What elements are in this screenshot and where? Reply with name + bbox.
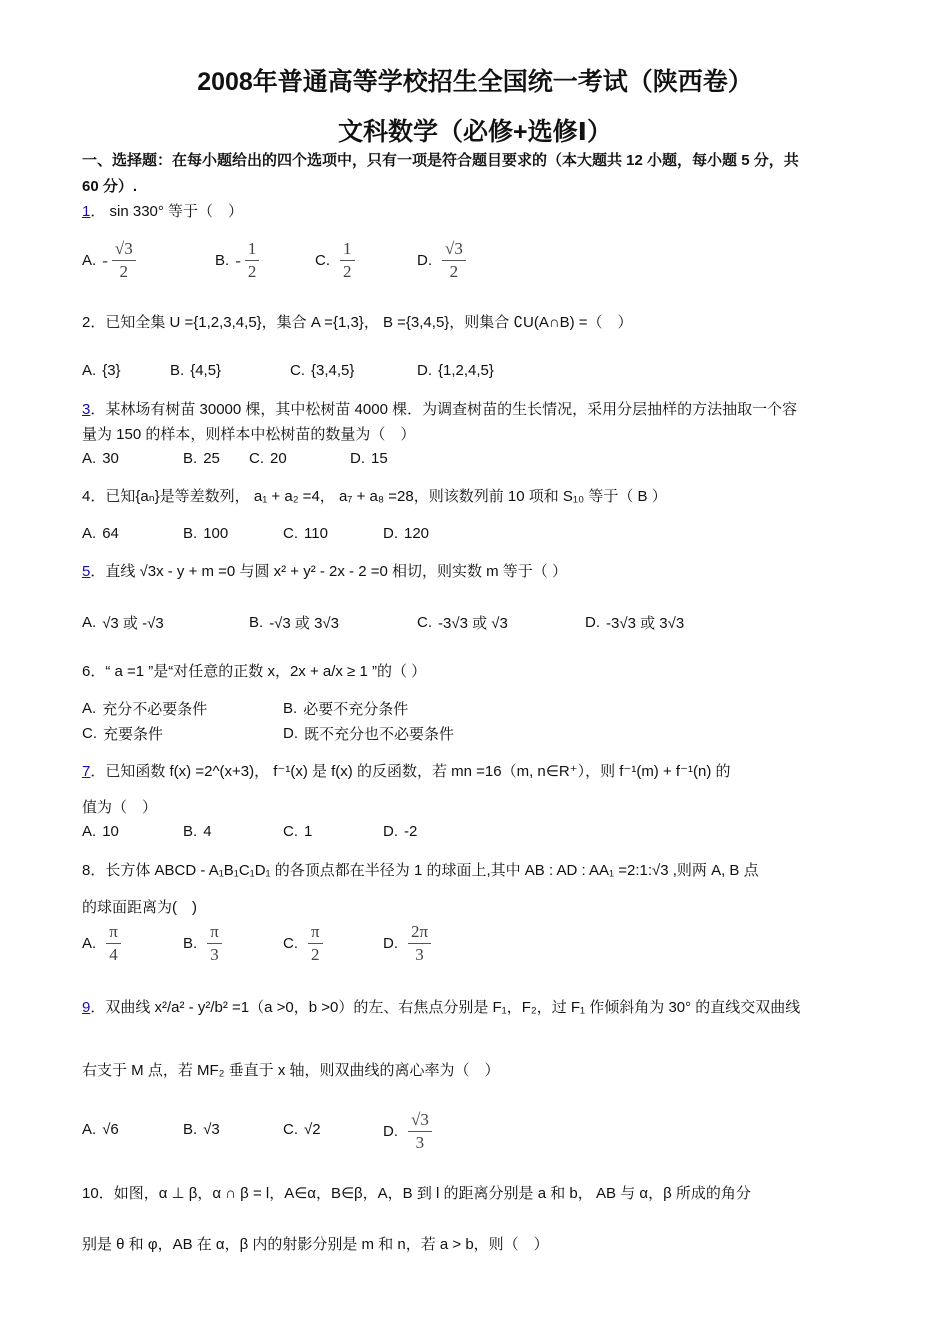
question-text: ．长方体 ABCD - A₁B₁C₁D₁ 的各顶点都在半径为 1 的球面上,其中 AB : AD : AA₁ =2:1:√3 ,则两 A, B 点 [90, 862, 759, 879]
option-label: A. [82, 252, 97, 269]
option-b[interactable] [183, 450, 220, 467]
option-label: D. [350, 450, 365, 467]
question-text: ．已知函数 f(x) =2^(x+3)， f⁻¹(x) 是 f(x) 的反函数，若 mn =16（m, n∈R⁺），则 f⁻¹(m) + f⁻¹(n) 的 [90, 763, 731, 780]
question-text: ． sin 330° 等于（ ） [90, 203, 244, 220]
question-3-line [82, 399, 797, 421]
option-d[interactable] [383, 823, 417, 840]
option-a[interactable] [82, 612, 164, 633]
option-label: B. [215, 252, 230, 269]
option-c[interactable] [82, 723, 163, 744]
fraction-denominator: 3 [415, 945, 424, 964]
option-a[interactable] [82, 238, 136, 283]
option-text: 10 [102, 823, 119, 840]
option-label: D. [383, 823, 398, 840]
option-c[interactable] [249, 450, 287, 467]
question-7-line [82, 761, 730, 783]
question-7-line [82, 797, 157, 819]
option-fraction [408, 1109, 432, 1154]
question-text: ．如图，α ⊥ β，α ∩ β = l，A∈α，B∈β，A，B 到 l 的距离分别是 a 和 b， AB 与 α，β 所成的角分 [98, 1185, 751, 1202]
option-fraction [442, 238, 466, 283]
option-label: C. [283, 935, 298, 952]
option-b[interactable] [183, 525, 228, 542]
option-label: A. [82, 525, 97, 542]
option-fraction [340, 238, 355, 283]
question-number[interactable]: 3 [82, 401, 91, 418]
option-fraction [106, 921, 121, 966]
option-text: -3√3 或 √3 [438, 615, 508, 632]
question-text: 别是 θ 和 φ，AB 在 α，β 内的射影分别是 m 和 n，若 a > b，则（ ） [82, 1236, 549, 1253]
option-b[interactable] [183, 921, 222, 966]
question-text: ．“ a =1 ”是“对任意的正数 x，2x + a/x ≥ 1 ”的（ ） [90, 663, 427, 680]
option-c[interactable] [315, 238, 355, 283]
question-number: 2 [82, 314, 91, 331]
question-number[interactable]: 1 [82, 203, 91, 220]
option-fraction [112, 238, 136, 283]
fraction-numerator: 1 [245, 238, 260, 261]
option-a[interactable] [82, 362, 121, 379]
option-d[interactable] [383, 525, 429, 542]
option-d[interactable] [417, 238, 466, 283]
option-c[interactable] [283, 823, 312, 840]
option-label: C. [283, 525, 298, 542]
option-label: B. [183, 1121, 198, 1138]
option-label: A. [82, 935, 97, 952]
option-a[interactable] [82, 450, 119, 467]
section-heading-cont: 60 分）. [82, 178, 138, 195]
fraction-numerator: √3 [408, 1109, 432, 1132]
fraction-denominator: 2 [311, 945, 320, 964]
option-sign: - [102, 250, 108, 270]
option-c[interactable] [290, 362, 354, 379]
question-10-line [82, 1183, 751, 1205]
option-c[interactable] [283, 525, 328, 542]
option-text: 120 [404, 525, 430, 542]
option-label: C. [249, 450, 264, 467]
option-fraction [308, 921, 323, 966]
exam-title: 2008年普通高等学校招生全国统一考试（陕西卷） [197, 68, 753, 96]
option-d[interactable] [350, 450, 388, 467]
option-fraction [245, 238, 260, 283]
option-text: 必要不充分条件 [303, 701, 409, 718]
option-label: C. [82, 725, 97, 742]
fraction-numerator: π [207, 921, 222, 944]
option-label: B. [183, 450, 198, 467]
option-d[interactable] [383, 1109, 432, 1154]
option-d[interactable] [417, 362, 494, 379]
question-5-line [82, 561, 567, 583]
question-8-line [82, 860, 759, 882]
option-label: A. [82, 1121, 97, 1138]
option-text: 64 [102, 525, 119, 542]
option-text: 充分不必要条件 [102, 701, 208, 718]
question-text: 的球面距离为( ) [82, 899, 197, 916]
question-number: 8 [82, 862, 91, 879]
option-d[interactable] [585, 612, 684, 633]
option-text: {3} [102, 362, 121, 379]
question-text: 量为 150 的样本，则样本中松树苗的数量为（ ） [82, 426, 416, 443]
option-d[interactable] [283, 723, 454, 744]
fraction-denominator: 4 [109, 945, 118, 964]
option-b[interactable] [215, 238, 259, 283]
option-text: {4,5} [190, 362, 222, 379]
option-label: D. [417, 362, 432, 379]
option-text: 既不充分也不必要条件 [304, 726, 455, 743]
question-number: 10 [82, 1185, 99, 1202]
question-8-line [82, 897, 197, 919]
option-a[interactable] [82, 921, 121, 966]
option-text: {3,4,5} [311, 362, 355, 379]
option-text: -√3 或 3√3 [269, 615, 340, 632]
option-label: A. [82, 450, 97, 467]
question-text: ．双曲线 x²/a² - y²/b² =1（a >0，b >0）的左、右焦点分别是 F₁，F₂，过 F₁ 作倾斜角为 30° 的直线交双曲线 [90, 999, 801, 1016]
option-label: C. [283, 823, 298, 840]
option-text: {1,2,4,5} [438, 362, 494, 379]
option-b[interactable] [183, 823, 212, 840]
option-text: -2 [404, 823, 418, 840]
option-label: C. [417, 614, 432, 631]
option-label: B. [249, 614, 264, 631]
option-text: 25 [203, 450, 220, 467]
fraction-denominator: 3 [210, 945, 219, 964]
question-number[interactable]: 5 [82, 563, 91, 580]
question-number[interactable]: 9 [82, 999, 91, 1016]
question-4-line [82, 486, 667, 508]
question-9-line [82, 997, 800, 1019]
option-b[interactable] [249, 612, 339, 633]
option-label: B. [183, 525, 198, 542]
question-9-line [82, 1060, 499, 1082]
fraction-numerator: √3 [112, 238, 136, 261]
option-c[interactable] [283, 921, 323, 966]
option-c[interactable] [417, 612, 508, 633]
question-text: ．已知全集 U ={1,2,3,4,5}，集合 A ={1,3}， B ={3,4,5}，则集合 ∁U(A∩B) =（ ） [90, 314, 633, 331]
option-text: √2 [304, 1121, 321, 1138]
option-text: √3 [203, 1121, 220, 1138]
option-a[interactable] [82, 823, 119, 840]
option-text: 20 [270, 450, 287, 467]
option-sign: - [235, 250, 241, 270]
question-text: ．已知{aₙ}是等差数列， a₁ + a₂ =4， a₇ + a₈ =28，则该数列前 10 项和 S₁₀ 等于（ B ） [90, 488, 667, 505]
fraction-numerator: 2π [408, 921, 431, 944]
option-label: C. [290, 362, 305, 379]
option-b[interactable] [170, 362, 221, 379]
option-a[interactable] [82, 525, 119, 542]
option-text: 100 [203, 525, 229, 542]
exam-subtitle: 文科数学（必修+选修Ⅰ） [338, 118, 612, 146]
option-label: C. [315, 252, 330, 269]
option-text: -3√3 或 3√3 [606, 615, 685, 632]
question-text: 右支于 M 点，若 MF₂ 垂直于 x 轴，则双曲线的离心率为（ ） [82, 1062, 500, 1079]
question-number: 4 [82, 488, 91, 505]
option-label: B. [183, 935, 198, 952]
option-label: C. [283, 1121, 298, 1138]
question-10-line [82, 1234, 549, 1256]
fraction-denominator: 3 [415, 1133, 425, 1152]
question-text: 值为（ ） [82, 799, 158, 816]
question-text: ．某林场有树苗 30000 棵，其中松树苗 4000 棵．为调查树苗的生长情况，采用分层抽样的方法抽取一个容 [90, 401, 798, 418]
option-text: 1 [304, 823, 313, 840]
option-label: D. [383, 1123, 398, 1140]
option-label: B. [170, 362, 185, 379]
question-6-line [82, 661, 426, 683]
option-label: A. [82, 823, 97, 840]
question-number[interactable]: 7 [82, 763, 91, 780]
option-label: B. [183, 823, 198, 840]
fraction-denominator: 2 [247, 262, 257, 281]
fraction-denominator: 2 [449, 262, 459, 281]
option-b[interactable] [283, 698, 408, 719]
option-label: D. [383, 935, 398, 952]
question-1-line [82, 201, 243, 223]
option-a[interactable] [82, 1121, 119, 1138]
option-label: A. [82, 614, 97, 631]
section-heading: 一、选择题：在每小题给出的四个选项中，只有一项是符合题目要求的（本大题共 12 小题，每小题 5 分，共 [82, 152, 799, 169]
option-d[interactable] [383, 921, 431, 966]
fraction-denominator: 2 [119, 262, 129, 281]
option-label: D. [585, 614, 600, 631]
question-2-line [82, 312, 633, 334]
option-text: 15 [371, 450, 388, 467]
option-label: D. [383, 525, 398, 542]
option-text: √6 [102, 1121, 119, 1138]
option-text: 110 [304, 525, 328, 542]
option-text: 4 [203, 823, 212, 840]
option-fraction [408, 921, 431, 966]
fraction-numerator: 1 [340, 238, 355, 261]
option-text: 30 [102, 450, 119, 467]
option-label: D. [417, 252, 432, 269]
option-label: B. [283, 700, 298, 717]
option-fraction [207, 921, 222, 966]
fraction-numerator: √3 [442, 238, 466, 261]
option-label: A. [82, 362, 97, 379]
fraction-numerator: π [106, 921, 121, 944]
question-text: ．直线 √3x - y + m =0 与圆 x² + y² - 2x - 2 =0 相切，则实数 m 等于（ ） [90, 563, 567, 580]
question-3-line [82, 424, 415, 446]
option-label: D. [283, 725, 298, 742]
option-b[interactable] [183, 1121, 220, 1138]
question-number: 6 [82, 663, 91, 680]
option-text: 充要条件 [103, 726, 164, 743]
fraction-numerator: π [308, 921, 323, 944]
option-text: √3 或 -√3 [102, 615, 164, 632]
option-label: A. [82, 700, 97, 717]
option-c[interactable] [283, 1121, 321, 1138]
fraction-denominator: 2 [343, 262, 352, 281]
option-a[interactable] [82, 698, 207, 719]
